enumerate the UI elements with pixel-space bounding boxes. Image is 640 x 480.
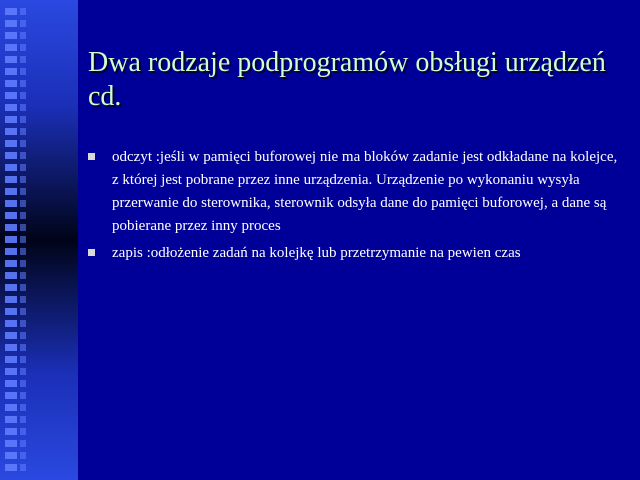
bullet-text-read: odczyt :jeśli w pamięci buforowej nie ma bloków zadanie jest odkładane na kolejce, z której jest pobrane przez inne urządzenia. Urządzenie po wykonaniu wysyła przerwanie do sterownika, sterownik odsyła dane do pamięci buforowej, a dane są pobierane przez inny proces	[112, 149, 618, 234]
square-bullet-icon	[88, 153, 95, 160]
slide-title: Dwa rodzaje podprogramów obsługi urządzeń cd.	[88, 47, 606, 112]
bullet-item-write	[88, 242, 618, 265]
bullet-item-read	[88, 146, 618, 238]
decorative-square-pattern	[5, 8, 17, 474]
bullet-list	[88, 146, 618, 269]
square-bullet-icon	[88, 249, 95, 256]
bullet-text-write: zapis :odłożenie zadań na kolejkę lub przetrzymanie na pewien czas	[112, 245, 521, 261]
decorative-square-pattern-secondary	[20, 8, 26, 474]
decorative-side-band	[0, 0, 78, 480]
